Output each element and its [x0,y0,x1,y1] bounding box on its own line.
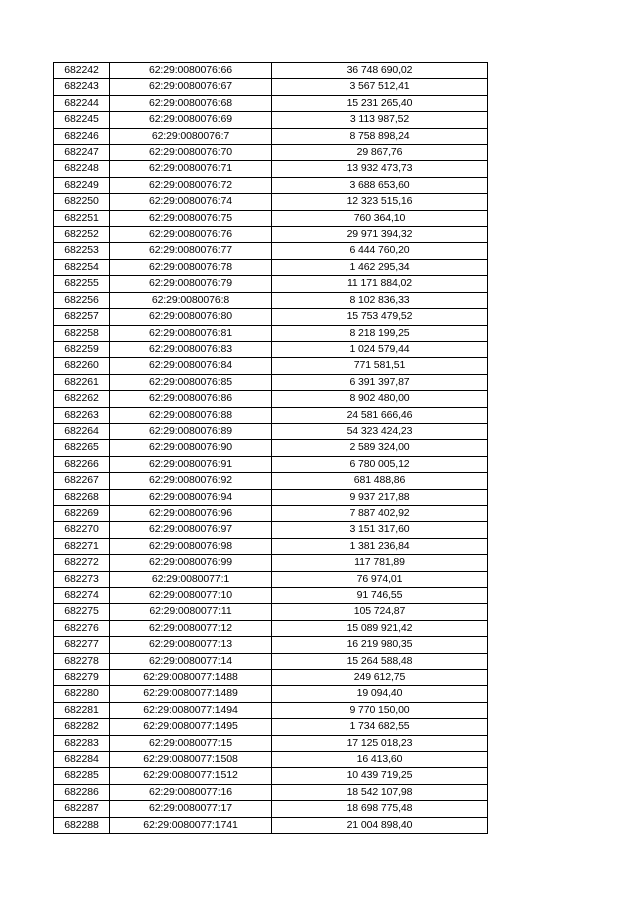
table-row [54,801,488,817]
table-row [54,555,488,571]
table-row [54,473,488,489]
cadastral-number-cell: 62:29:0080076:96 [110,505,272,521]
cadastral-value-cell: 9 937 217,88 [272,489,488,505]
cadastral-number-cell: 62:29:0080076:99 [110,555,272,571]
table-row [54,653,488,669]
table-row [54,341,488,357]
row-id-cell: 682287 [54,801,110,817]
table-row [54,686,488,702]
cadastral-number-cell: 62:29:0080077:13 [110,637,272,653]
cadastral-number-cell: 62:29:0080076:98 [110,538,272,554]
row-id-cell: 682279 [54,670,110,686]
cadastral-value-cell: 771 581,51 [272,358,488,374]
cadastral-value-table [53,62,488,834]
cadastral-number-cell: 62:29:0080076:80 [110,309,272,325]
table-row [54,95,488,111]
cadastral-value-cell: 6 391 397,87 [272,374,488,390]
row-id-cell: 682250 [54,194,110,210]
cadastral-number-cell: 62:29:0080076:66 [110,63,272,79]
table-row [54,243,488,259]
cadastral-number-cell: 62:29:0080076:76 [110,227,272,243]
cadastral-value-cell: 3 688 653,60 [272,177,488,193]
table-row [54,227,488,243]
cadastral-value-cell: 13 932 473,73 [272,161,488,177]
row-id-cell: 682281 [54,702,110,718]
cadastral-number-cell: 62:29:0080077:17 [110,801,272,817]
cadastral-number-cell: 62:29:0080076:71 [110,161,272,177]
cadastral-number-cell: 62:29:0080077:14 [110,653,272,669]
cadastral-number-cell: 62:29:0080076:8 [110,292,272,308]
cadastral-number-cell: 62:29:0080076:94 [110,489,272,505]
row-id-cell: 682269 [54,505,110,521]
row-id-cell: 682288 [54,817,110,833]
table-row [54,522,488,538]
table-row [54,407,488,423]
cadastral-number-cell: 62:29:0080077:15 [110,735,272,751]
cadastral-value-cell: 12 323 515,16 [272,194,488,210]
table-row [54,259,488,275]
table-row [54,538,488,554]
cadastral-number-cell: 62:29:0080077:1494 [110,702,272,718]
table-row [54,292,488,308]
cadastral-value-cell: 10 439 719,25 [272,768,488,784]
table-row [54,128,488,144]
cadastral-value-cell: 117 781,89 [272,555,488,571]
table-row [54,177,488,193]
cadastral-value-cell: 24 581 666,46 [272,407,488,423]
cadastral-value-cell: 105 724,87 [272,604,488,620]
row-id-cell: 682252 [54,227,110,243]
row-id-cell: 682247 [54,145,110,161]
row-id-cell: 682262 [54,391,110,407]
cadastral-value-cell: 6 780 005,12 [272,456,488,472]
table-row [54,489,488,505]
cadastral-number-cell: 62:29:0080076:90 [110,440,272,456]
row-id-cell: 682257 [54,309,110,325]
cadastral-number-cell: 62:29:0080076:85 [110,374,272,390]
cadastral-number-cell: 62:29:0080076:75 [110,210,272,226]
cadastral-value-cell: 29 971 394,32 [272,227,488,243]
table-row [54,735,488,751]
table-body [54,63,488,834]
cadastral-number-cell: 62:29:0080077:1508 [110,752,272,768]
cadastral-value-cell: 18 542 107,98 [272,784,488,800]
row-id-cell: 682255 [54,276,110,292]
table-row [54,670,488,686]
cadastral-number-cell: 62:29:0080076:88 [110,407,272,423]
cadastral-value-cell: 3 113 987,52 [272,112,488,128]
table-row [54,391,488,407]
table-row [54,112,488,128]
cadastral-value-cell: 249 612,75 [272,670,488,686]
table-row [54,719,488,735]
cadastral-value-cell: 1 734 682,55 [272,719,488,735]
row-id-cell: 682259 [54,341,110,357]
row-id-cell: 682244 [54,95,110,111]
cadastral-value-cell: 16 413,60 [272,752,488,768]
row-id-cell: 682286 [54,784,110,800]
cadastral-number-cell: 62:29:0080076:97 [110,522,272,538]
row-id-cell: 682268 [54,489,110,505]
cadastral-value-cell: 760 364,10 [272,210,488,226]
row-id-cell: 682258 [54,325,110,341]
table-row [54,161,488,177]
row-id-cell: 682254 [54,259,110,275]
cadastral-value-cell: 1 462 295,34 [272,259,488,275]
cadastral-value-cell: 8 102 836,33 [272,292,488,308]
row-id-cell: 682263 [54,407,110,423]
row-id-cell: 682270 [54,522,110,538]
row-id-cell: 682245 [54,112,110,128]
row-id-cell: 682277 [54,637,110,653]
row-id-cell: 682278 [54,653,110,669]
row-id-cell: 682248 [54,161,110,177]
cadastral-value-cell: 681 488,86 [272,473,488,489]
cadastral-number-cell: 62:29:0080076:68 [110,95,272,111]
table-row [54,768,488,784]
cadastral-value-cell: 2 589 324,00 [272,440,488,456]
table-row [54,145,488,161]
row-id-cell: 682274 [54,588,110,604]
row-id-cell: 682249 [54,177,110,193]
cadastral-value-cell: 15 231 265,40 [272,95,488,111]
cadastral-number-cell: 62:29:0080077:16 [110,784,272,800]
cadastral-value-cell: 76 974,01 [272,571,488,587]
table-row [54,423,488,439]
cadastral-number-cell: 62:29:0080076:74 [110,194,272,210]
table-row [54,194,488,210]
cadastral-value-cell: 54 323 424,23 [272,423,488,439]
table-row [54,702,488,718]
row-id-cell: 682256 [54,292,110,308]
row-id-cell: 682275 [54,604,110,620]
cadastral-number-cell: 62:29:0080076:89 [110,423,272,439]
cadastral-number-cell: 62:29:0080076:78 [110,259,272,275]
cadastral-number-cell: 62:29:0080077:10 [110,588,272,604]
row-id-cell: 682246 [54,128,110,144]
cadastral-number-cell: 62:29:0080076:86 [110,391,272,407]
row-id-cell: 682243 [54,79,110,95]
row-id-cell: 682272 [54,555,110,571]
cadastral-value-cell: 21 004 898,40 [272,817,488,833]
cadastral-value-cell: 3 567 512,41 [272,79,488,95]
table-row [54,309,488,325]
cadastral-number-cell: 62:29:0080077:1741 [110,817,272,833]
cadastral-number-cell: 62:29:0080077:12 [110,620,272,636]
table-row [54,63,488,79]
table-row [54,752,488,768]
cadastral-number-cell: 62:29:0080076:77 [110,243,272,259]
row-id-cell: 682271 [54,538,110,554]
row-id-cell: 682251 [54,210,110,226]
table-row [54,588,488,604]
table-row [54,440,488,456]
table-row [54,325,488,341]
cadastral-value-cell: 8 758 898,24 [272,128,488,144]
cadastral-value-cell: 11 171 884,02 [272,276,488,292]
cadastral-value-cell: 15 089 921,42 [272,620,488,636]
cadastral-value-cell: 1 381 236,84 [272,538,488,554]
row-id-cell: 682273 [54,571,110,587]
cadastral-value-cell: 17 125 018,23 [272,735,488,751]
table-row [54,276,488,292]
row-id-cell: 682242 [54,63,110,79]
cadastral-number-cell: 62:29:0080076:92 [110,473,272,489]
cadastral-number-cell: 62:29:0080077:1488 [110,670,272,686]
table-row [54,817,488,833]
row-id-cell: 682260 [54,358,110,374]
cadastral-number-cell: 62:29:0080077:1489 [110,686,272,702]
cadastral-number-cell: 62:29:0080077:11 [110,604,272,620]
cadastral-number-cell: 62:29:0080077:1495 [110,719,272,735]
row-id-cell: 682267 [54,473,110,489]
cadastral-value-cell: 9 770 150,00 [272,702,488,718]
cadastral-value-cell: 19 094,40 [272,686,488,702]
row-id-cell: 682285 [54,768,110,784]
table-row [54,637,488,653]
cadastral-value-cell: 6 444 760,20 [272,243,488,259]
cadastral-value-cell: 8 902 480,00 [272,391,488,407]
cadastral-number-cell: 62:29:0080076:81 [110,325,272,341]
table-row [54,604,488,620]
table-row [54,505,488,521]
cadastral-number-cell: 62:29:0080076:83 [110,341,272,357]
cadastral-value-cell: 16 219 980,35 [272,637,488,653]
cadastral-number-cell: 62:29:0080076:69 [110,112,272,128]
row-id-cell: 682253 [54,243,110,259]
row-id-cell: 682261 [54,374,110,390]
cadastral-value-cell: 18 698 775,48 [272,801,488,817]
cadastral-number-cell: 62:29:0080076:79 [110,276,272,292]
cadastral-value-cell: 36 748 690,02 [272,63,488,79]
cadastral-number-cell: 62:29:0080077:1512 [110,768,272,784]
cadastral-value-cell: 8 218 199,25 [272,325,488,341]
table-row [54,456,488,472]
table-row [54,571,488,587]
cadastral-number-cell: 62:29:0080076:7 [110,128,272,144]
cadastral-value-cell: 29 867,76 [272,145,488,161]
cadastral-value-cell: 15 264 588,48 [272,653,488,669]
cadastral-value-cell: 91 746,55 [272,588,488,604]
row-id-cell: 682264 [54,423,110,439]
row-id-cell: 682280 [54,686,110,702]
row-id-cell: 682265 [54,440,110,456]
row-id-cell: 682276 [54,620,110,636]
table-row [54,210,488,226]
table-row [54,358,488,374]
cadastral-value-cell: 3 151 317,60 [272,522,488,538]
cadastral-number-cell: 62:29:0080077:1 [110,571,272,587]
row-id-cell: 682282 [54,719,110,735]
row-id-cell: 682283 [54,735,110,751]
table-row [54,79,488,95]
cadastral-number-cell: 62:29:0080076:91 [110,456,272,472]
table-row [54,784,488,800]
table-row [54,374,488,390]
row-id-cell: 682266 [54,456,110,472]
table-row [54,620,488,636]
cadastral-number-cell: 62:29:0080076:70 [110,145,272,161]
cadastral-number-cell: 62:29:0080076:84 [110,358,272,374]
row-id-cell: 682284 [54,752,110,768]
cadastral-number-cell: 62:29:0080076:67 [110,79,272,95]
cadastral-value-cell: 15 753 479,52 [272,309,488,325]
cadastral-value-cell: 7 887 402,92 [272,505,488,521]
cadastral-number-cell: 62:29:0080076:72 [110,177,272,193]
cadastral-value-cell: 1 024 579,44 [272,341,488,357]
